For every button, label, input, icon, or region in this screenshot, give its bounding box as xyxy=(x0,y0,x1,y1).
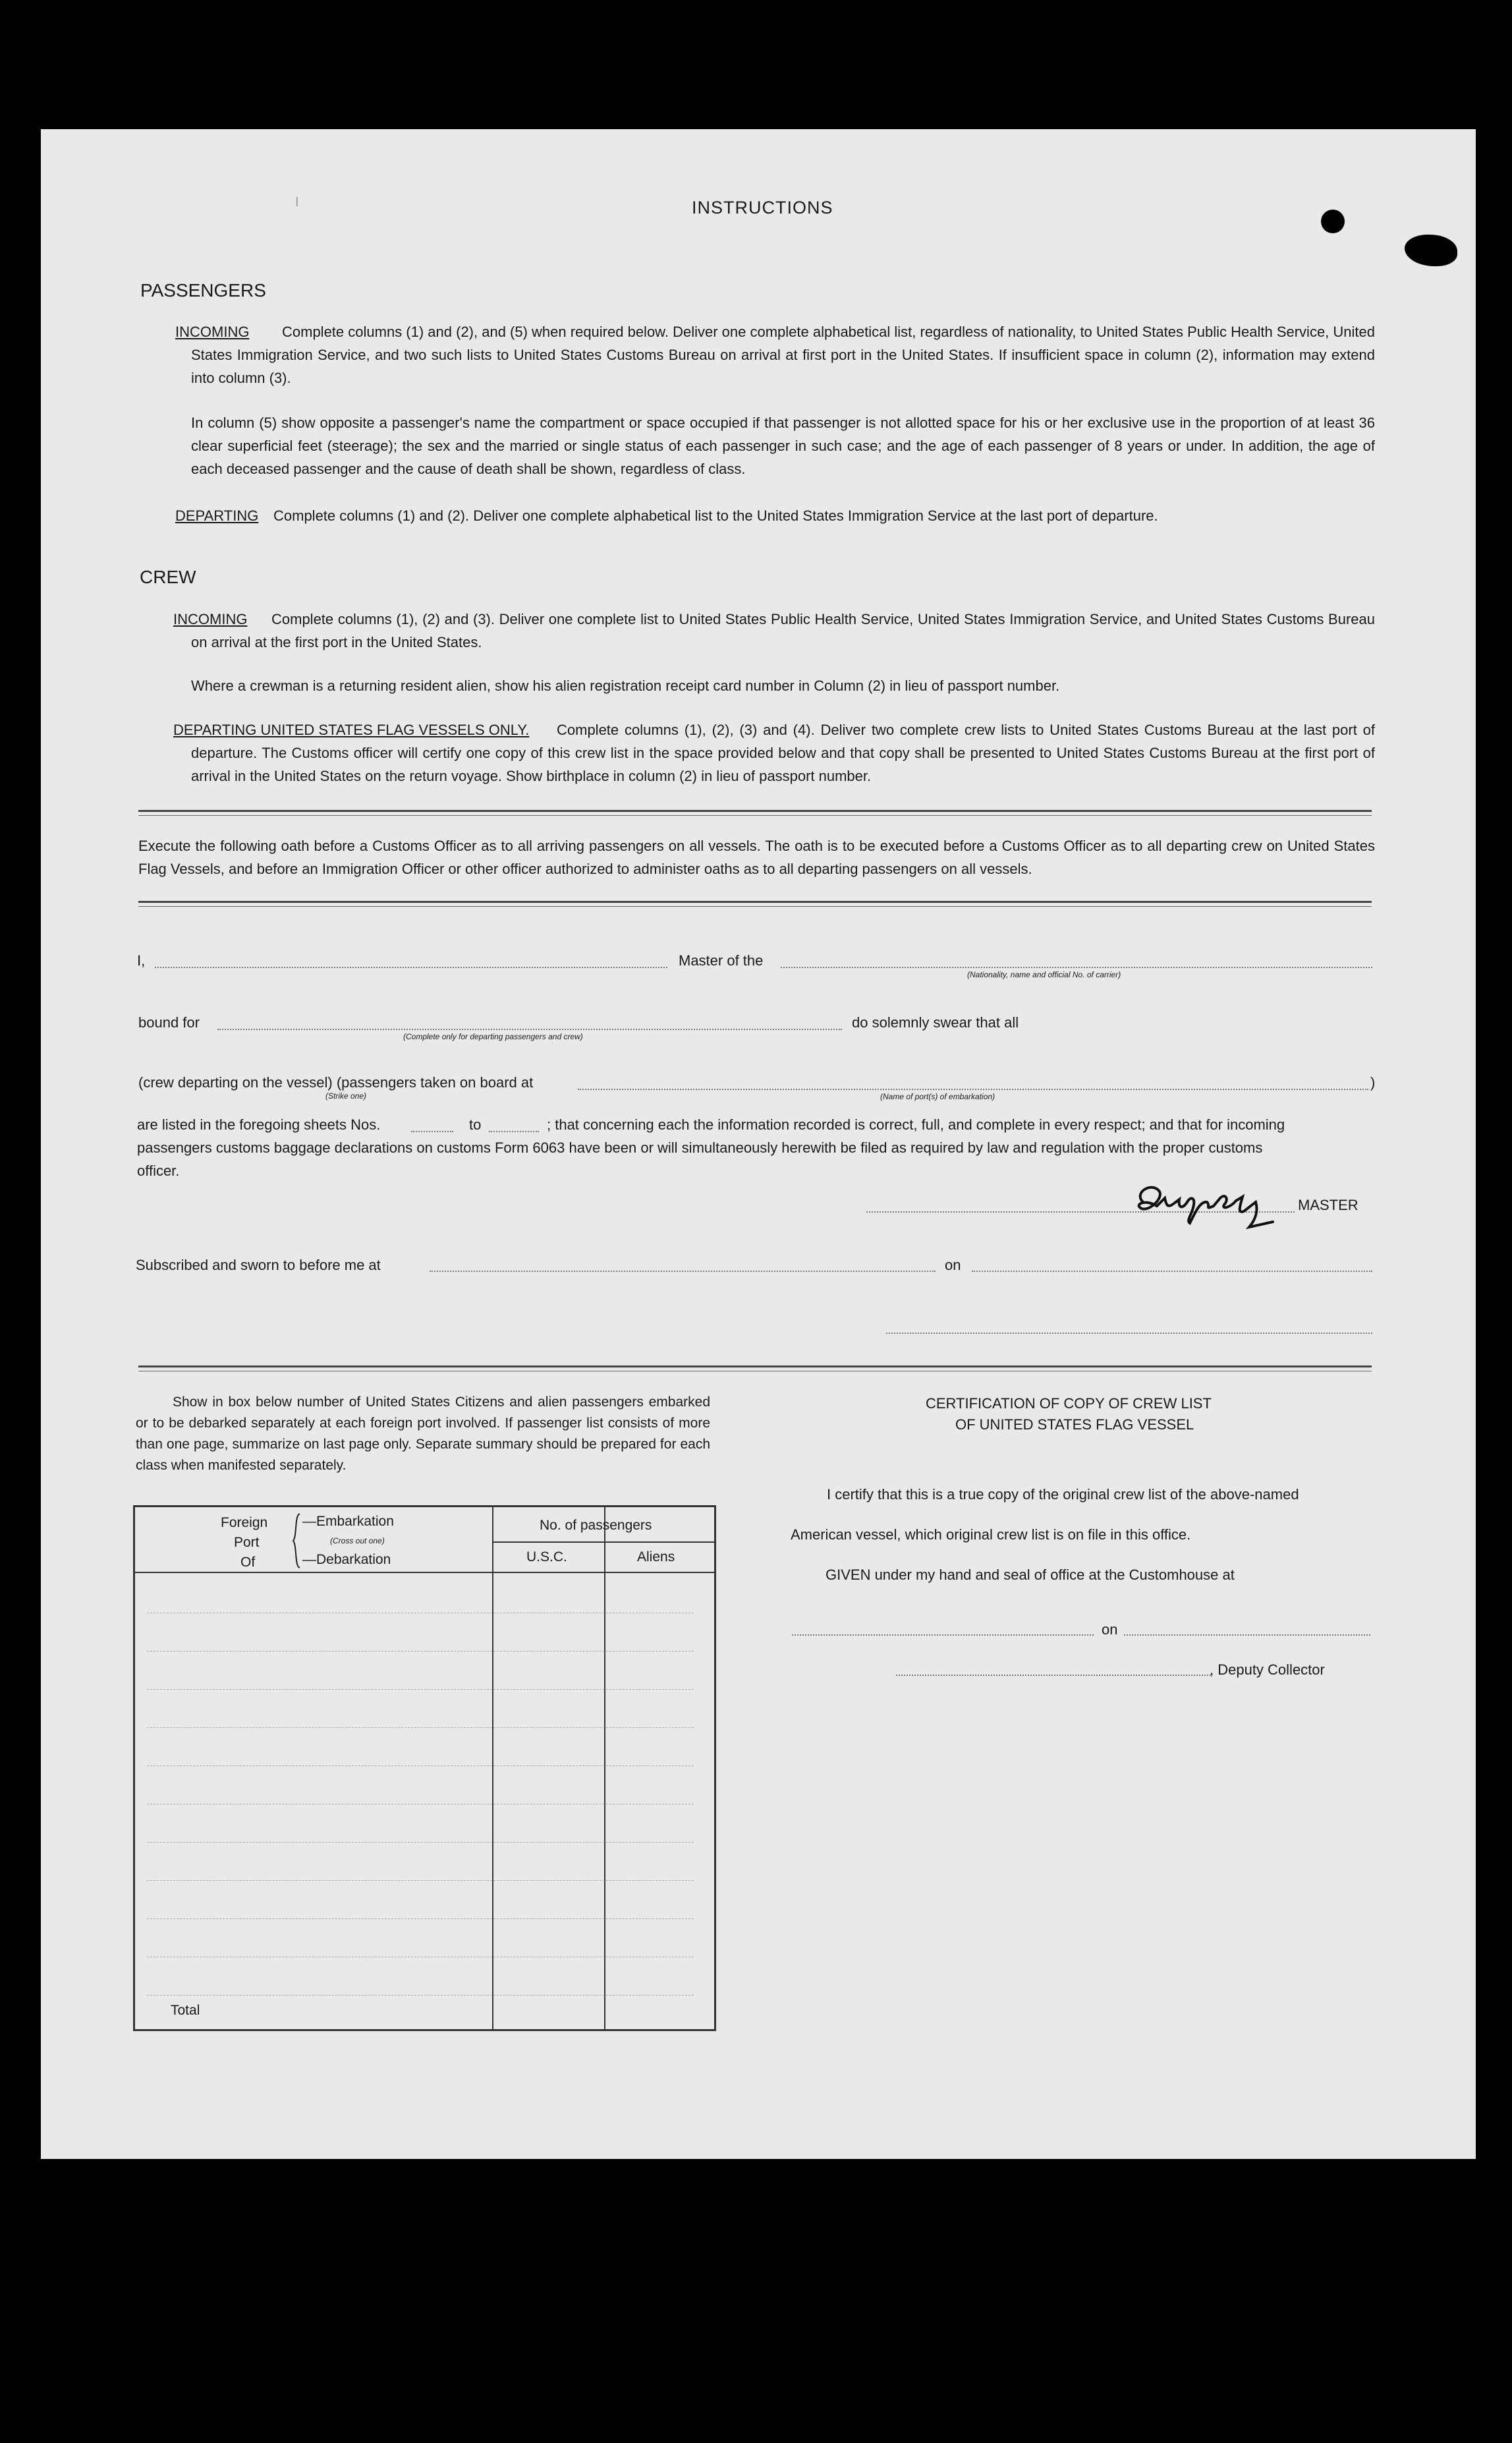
table-row xyxy=(147,1842,694,1843)
brace-icon xyxy=(292,1512,302,1569)
table-row xyxy=(147,1995,694,1996)
sworn-place-field[interactable] xyxy=(430,1271,936,1272)
usc-header: U.S.C. xyxy=(526,1549,567,1565)
aliens-header: Aliens xyxy=(637,1549,675,1565)
listed-text-a: are listed in the foregoing sheets Nos. xyxy=(137,1116,381,1133)
punch-hole xyxy=(1321,210,1345,233)
certification-title-2: OF UNITED STATES FLAG VESSEL xyxy=(955,1416,1194,1433)
bound-for-label: bound for xyxy=(138,1014,200,1031)
total-label: Total xyxy=(171,2003,200,2018)
master-signature xyxy=(1127,1173,1291,1232)
cross-out-hint: (Cross out one) xyxy=(330,1536,385,1545)
column-divider xyxy=(492,1507,493,2029)
table-row xyxy=(147,1651,694,1652)
passengers-incoming-text: Complete columns (1) and (2), and (5) when required below. Deliver one complete alphabetical list, regardless of nationality, to United States Public Health Service, United States Immigration Service, and two such lists to United States Customs Bureau on arrival at first port in the United States. If insufficient space in column (2), information may extend into column (3). xyxy=(191,324,1376,386)
certification-date-field[interactable] xyxy=(1124,1634,1370,1636)
sworn-date-field[interactable] xyxy=(972,1271,1372,1272)
port-hint: (Name of port(s) of embarkation) xyxy=(880,1092,995,1101)
of-label: Of xyxy=(240,1555,256,1570)
crew-incoming-text: Complete columns (1), (2) and (3). Deliver one complete list to United States Public Health Service, United States Immigration Service, and United States Customs Bureau on arrival at the first port in the United States. xyxy=(191,611,1375,650)
officer-signature-field[interactable] xyxy=(886,1333,1372,1334)
oath-instructions: Execute the following oath before a Customs Officer as to all arriving passengers on all vessels. The oath is to be executed before a Customs Officer as to all departing crew on United States Flag Vessels, and before an Immigration Officer or other officer authorized to administer oaths as to all departing passengers on all vessels. xyxy=(138,838,1375,877)
listed-text-b: ; that concerning each the information recorded is correct, full, and complete in every respect; and that for incoming xyxy=(547,1116,1285,1133)
oath-i-label: I, xyxy=(137,952,146,969)
listed-text-c: passengers customs baggage declarations on customs Form 6063 have been or will simultaneously herewith be filed as required by law and regulation with the proper customs xyxy=(137,1139,1263,1156)
listed-to: to xyxy=(469,1116,482,1133)
divider xyxy=(138,906,1372,907)
divider xyxy=(138,815,1372,816)
crew-resident-text: Where a crewman is a returning resident alien, show his alien registration receipt card number in Column (2) in lieu of passport number. xyxy=(191,677,1060,694)
given-text: GIVEN under my hand and seal of office at the Customhouse at xyxy=(826,1566,1235,1583)
header-bottom-rule xyxy=(135,1572,714,1573)
crew-heading: CREW xyxy=(140,567,196,587)
carrier-field[interactable] xyxy=(781,967,1372,968)
header-rule xyxy=(492,1541,714,1543)
port-label: Port xyxy=(234,1535,260,1550)
listed-text-d: officer. xyxy=(137,1163,180,1179)
summary-instructions: Show in box below number of United States Citizens and alien passengers embarked or to be debarked separately at each foreign port involved. If passenger list consists of more than one page, summarize on last page only. Separate summary should be prepared for each class when manifested separately. xyxy=(136,1394,710,1473)
passengers-heading: PASSENGERS xyxy=(140,280,266,301)
no-passengers-header: No. of passengers xyxy=(540,1518,652,1533)
debarkation-label: —Debarkation xyxy=(302,1552,391,1567)
crew-incoming-label: INCOMING xyxy=(173,611,248,627)
certify-text-1: I certify that this is a true copy of the original crew list of the above-named xyxy=(827,1486,1299,1503)
strike-one-hint: (Strike one) xyxy=(325,1091,367,1101)
divider xyxy=(138,810,1372,812)
table-row xyxy=(147,1880,694,1881)
customhouse-field[interactable] xyxy=(792,1634,1094,1636)
close-paren: ) xyxy=(1370,1074,1376,1091)
certification-title-1: CERTIFICATION OF COPY OF CREW LIST xyxy=(926,1395,1212,1412)
sheet-to-field[interactable] xyxy=(489,1131,539,1132)
crew-departing-label: DEPARTING UNITED STATES FLAG VESSELS ONLY. xyxy=(173,722,530,738)
embarkation-port-field[interactable] xyxy=(578,1089,1368,1090)
bound-for-field[interactable] xyxy=(217,1029,842,1030)
passengers-column5-text: In column (5) show opposite a passenger's name the compartment or space occupied if that passenger is not allotted space for his or her exclusive use in the proportion of at least 36 clear superficial feet (steerage); the sex and the married or single status of each passenger in such case; and the age of each passenger of 8 years or under. In addition, the age of each deceased passenger and the cause of death shall be shown, regardless of class. xyxy=(191,415,1375,477)
table-row xyxy=(147,1727,694,1728)
table-row xyxy=(147,1918,694,1919)
passengers-incoming-label: INCOMING xyxy=(175,324,250,340)
foreign-label: Foreign xyxy=(221,1515,268,1530)
divider xyxy=(138,901,1372,903)
master-label: MASTER xyxy=(1298,1197,1358,1213)
embarkation-label: —Embarkation xyxy=(302,1514,394,1529)
master-name-field[interactable] xyxy=(155,967,667,968)
divider xyxy=(138,1365,1372,1367)
crew-departing-text: Complete columns (1), (2), (3) and (4). Deliver two complete crew lists to United States Customs Bureau at the last port of departure. The Customs officer will certify one copy of this crew list in the space provided below and that copy shall be presented to United States Customs Bureau at the first port of arrival in the United States on the return voyage. Show birthplace in column (2) in lieu of passport number. xyxy=(191,722,1375,784)
page-title: INSTRUCTIONS xyxy=(692,198,833,217)
carrier-hint: (Nationality, name and official No. of carrier) xyxy=(967,970,1121,979)
certification-on-label: on xyxy=(1102,1621,1118,1638)
swear-text: do solemnly swear that all xyxy=(852,1014,1019,1031)
subscribed-label: Subscribed and sworn to before me at xyxy=(136,1257,381,1273)
table-row xyxy=(147,1689,694,1690)
master-of-the-label: Master of the xyxy=(679,952,764,969)
deputy-signature-field[interactable] xyxy=(896,1675,1211,1676)
crew-departing-text: (crew departing on the vessel) (passengers taken on board at xyxy=(138,1074,534,1091)
passengers-departing-label: DEPARTING xyxy=(175,507,259,524)
sheet-from-field[interactable] xyxy=(411,1131,453,1132)
certify-text-2: American vessel, which original crew list is on file in this office. xyxy=(791,1526,1191,1543)
margin-mark: I xyxy=(295,195,299,210)
passengers-departing-text: Complete columns (1) and (2). Deliver one complete alphabetical list to the United States Immigration Service at the last port of departure. xyxy=(273,507,1158,524)
bound-for-hint: (Complete only for departing passengers and crew) xyxy=(403,1032,583,1041)
column-divider xyxy=(604,1507,605,2029)
passenger-summary-table xyxy=(133,1505,716,2031)
deputy-collector-label: , Deputy Collector xyxy=(1210,1661,1325,1678)
on-label: on xyxy=(945,1257,961,1273)
